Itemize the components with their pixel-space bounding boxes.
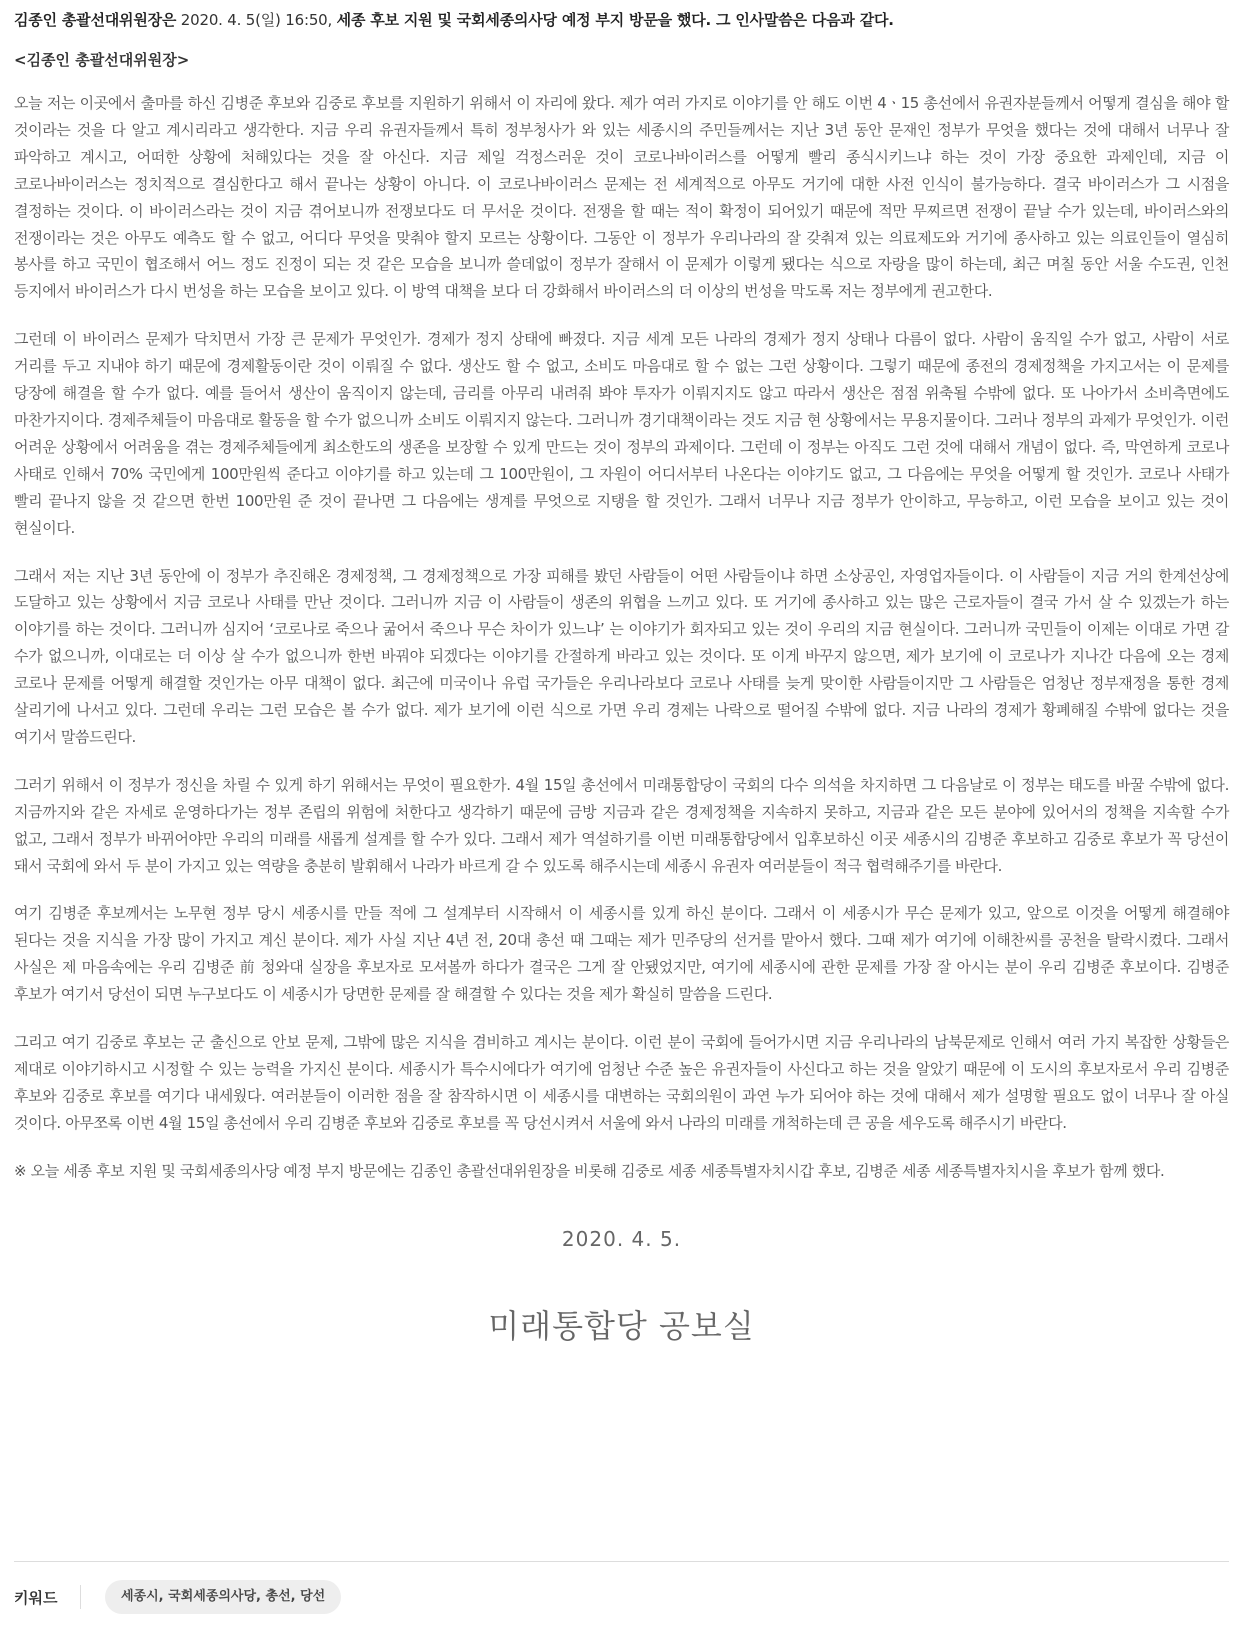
keyword-tag[interactable]: 세종시, 국회세종의사당, 총선, 당선 [105, 1580, 341, 1614]
keyword-title: 키워드 [14, 1588, 58, 1607]
publisher-name: 미래통합당 공보실 [488, 1306, 755, 1345]
keyword-section [14, 1580, 341, 1614]
speech-paragraph-1: 오늘 저는 이곳에서 출마를 하신 김병준 후보와 김중로 후보를 지원하기 위해서 이 자리에 왔다. 제가 여러 가지로 이야기를 안 해도 이번 4ㆍ15 총선에서 유권자분들께서 어떻게 결심을 해야 할 것이라는 것을 다 알고 계시리라고 생각한다. 지금 우리 유권자들께서 특히 정부청사가 와 있는 세종시의 주민들께서는 지난 3년 동안 문재인 정부가 무엇을 했다는 것에 대해서 너무나 잘 파악하고 계시고, 어떠한 상황에 처해있다는 것을 잘 아신다. 지금 제일 걱정스러운 것이 코로나바이러스를 어떻게 빨리 종식시키느냐 하는 것이 가장 중요한 과제인데, 지금 이 코로나바이러스는 정치적으로 결심한다고 해서 끝나는 상황이 아니다. 이 코로나바이러스 문제는 전 세계적으로 아무도 거기에 대한 사전 인식이 불가능하다. 결국 바이러스가 그 시점을 결정하는 것이다. 이 바이러스라는 것이 지금 겪어보니까 전쟁보다도 더 무서운 것이다. 전쟁을 할 때는 적이 확정이 되어있기 때문에 적만 무찌르면 전쟁이 끝날 수가 있는데, 바이러스와의 전쟁이라는 것은 아무도 예측도 할 수 없고, 어디다 무엇을 맞춰야 할지 모르는 상황이다. 그동안 이 정부가 우리나라의 잘 갖춰져 있는 의료제도와 거기에 종사하고 있는 의료인들이 열심히 봉사를 하고 국민이 협조해서 어느 정도 진정이 되는 것 같은 모습을 보니까 쓸데없이 정부가 잘해서 이 문제가 이렇게 됐다는 식으로 자랑을 많이 하는데, 최근 며칠 동안 서울 수도권, 인천 등지에서 바이러스가 다시 번성을 하는 모습을 보이고 있다. 이 방역 대책을 보다 더 강화해서 바이러스의 더 이상의 번성을 막도록 저는 정부에게 권고한다. [14, 94, 1229, 301]
speaker-heading: <김종인 총괄선대위원장> [14, 51, 190, 69]
intro-bold-name: 김종인 총괄선대위원장은 [14, 11, 177, 29]
attendance-note: ※ 오늘 세종 후보 지원 및 국회세종의사당 예정 부지 방문에는 김종인 총괄선대위원장을 비롯해 김중로 세종 세종특별자치시갑 후보, 김병준 세종 세종특별자치시을 후보가 함께 했다. [14, 1161, 1165, 1180]
speech-paragraph-4: 그러기 위해서 이 정부가 정신을 차릴 수 있게 하기 위해서는 무엇이 필요한가. 4월 15일 총선에서 미래통합당이 국회의 다수 의석을 차지하면 그 다음날로 이 정부는 태도를 바꿀 수밖에 없다. 지금까지와 같은 자세로 운영하다가는 정부 존립의 위험에 처한다고 생각하기 때문에 금방 지금과 같은 경제정책을 지속하지 못하고, 지금과 같은 모든 분야에 있어서의 정책을 지속할 수가 없고, 그래서 정부가 바뀌어야만 우리의 미래를 새롭게 설계를 할 수가 있다. 그래서 제가 역설하기를 이번 미래통합당에서 입후보하신 이곳 세종시의 김병준 후보하고 김중로 후보가 꼭 당선이 돼서 국회에 와서 두 분이 가지고 있는 역량을 충분히 발휘해서 나라가 바르게 갈 수 있도록 해주시는데 세종시 유권자 여러분들이 적극 협력해주기를 바란다. [14, 775, 1229, 875]
speech-paragraph-3: 그래서 저는 지난 3년 동안에 이 정부가 추진해온 경제정책, 그 경제정책으로 가장 피해를 봤던 사람들이 어떤 사람들이냐 하면 소상공인, 자영업자들이다. 이 사람들이 지금 거의 한계선상에 도달하고 있는 상황에서 지금 코로나 사태를 만난 것이다. 그러니까 지금 이 사람들이 생존의 위협을 느끼고 있다. 또 거기에 종사하고 있는 많은 근로자들이 결국 가서 살 수 있겠는가 하는 이야기를 하는 것이다. 그러니까 심지어 ‘코로나로 죽으나 굶어서 죽으나 무슨 차이가 있느냐’ 는 이야기가 회자되고 있는 것이 우리의 지금 현실이다. 그러니까 국민들이 이제는 이대로 가면 갈 수가 없으니까, 이대로는 더 이상 살 수가 없으니까 한번 바꿔야 되겠다는 이야기를 간절하게 바라고 있는 것이다. 또 이게 바꾸지 않으면, 제가 보기에 이 코로나가 지나간 다음에 오는 경제 코로나 문제를 어떻게 해결할 것인가는 아무 대책이 없다. 최근에 미국이나 유럽 국가들은 우리나라보다 코로나 사태를 늦게 맞이한 사람들이지만 그 사람들은 엄청난 정부재정을 통한 경제 살리기에 나서고 있다. 그런데 우리는 그런 모습은 볼 수가 없다. 제가 보기에 이런 식으로 가면 우리 경제는 나락으로 떨어질 수밖에 없다. 지금 나라의 경제가 황폐해질 수밖에 없다는 것을 여기서 말씀드린다. [14, 566, 1229, 746]
intro-date-time: 2020. 4. 5(일) 16:50, [176, 11, 337, 29]
speech-paragraph-5: 여기 김병준 후보께서는 노무현 정부 당시 세종시를 만들 적에 그 설계부터 시작해서 이 세종시를 있게 하신 분이다. 그래서 이 세종시가 무슨 문제가 있고, 앞으로 이것을 어떻게 해결해야 된다는 것을 지식을 가장 많이 가지고 계신 분이다. 제가 사실 지난 4년 전, 20대 총선 때 그때는 제가 민주당의 선거를 맡아서 했다. 그때 제가 여기에 이해찬씨를 공천을 탈락시켰다. 그래서 사실은 제 마음속에는 우리 김병준 前 청와대 실장을 후보자로 모셔볼까 하다가 결국은 그게 잘 안됐었지만, 여기에 세종시에 관한 문제를 가장 잘 아시는 분이 우리 김병준 후보이다. 김병준 후보가 여기서 당선이 되면 누구보다도 이 세종시가 당면한 문제를 잘 해결할 수 있다는 것을 제가 확실히 말씀을 드린다. [14, 904, 1229, 1004]
release-date: 2020. 4. 5. [561, 1226, 682, 1251]
keyword-separator [80, 1585, 81, 1609]
intro-line [14, 6, 1229, 34]
speech-paragraph-2: 그런데 이 바이러스 문제가 닥치면서 가장 큰 문제가 무엇인가. 경제가 정지 상태에 빠졌다. 지금 세계 모든 나라의 경제가 정지 상태나 다름이 없다. 사람이 움직일 수가 없고, 사람이 서로 거리를 두고 지내야 하기 때문에 경제활동이란 것이 이뤄질 수 없다. 생산도 할 수 없고, 소비도 마음대로 할 수 없는 그런 상황이다. 그렇기 때문에 종전의 경제정책을 가지고서는 이 문제를 당장에 해결을 할 수가 없다. 예를 들어서 생산이 움직이지 않는데, 금리를 아무리 내려줘 봐야 투자가 이뤄지지도 않고 따라서 생산은 점점 위축될 수밖에 없다. 또 나아가서 소비측면에도 마찬가지이다. 경제주체들이 마음대로 활동을 할 수가 없으니까 소비도 이뤄지지 않는다. 그러니까 경기대책이라는 것도 지금 현 상황에서는 무용지물이다. 그러나 정부의 과제가 무엇인가. 이런 어려운 상황에서 어려움을 겪는 경제주체들에게 최소한도의 생존을 보장할 수 있게 만드는 것이 정부의 과제이다. 그런데 이 정부는 아직도 그런 것에 대해서 개념이 없다. 즉, 막연하게 코로나 사태로 인해서 70% 국민에게 100만원씩 준다고 이야기를 하고 있는데 그 100만원이, 그 자원이 어디서부터 나온다는 이야기도 없고, 그 다음에는 무엇을 어떻게 할 것인가. 코로나 사태가 빨리 끝나지 않을 것 같으면 한번 100만원 준 것이 끝나면 그 다음에는 생계를 무엇으로 지탱을 할 것인가. 그래서 너무나 지금 정부가 안이하고, 무능하고, 이런 모습을 보이고 있는 것이 현실이다. [14, 330, 1229, 537]
intro-bold-event: 세종 후보 지원 및 국회세종의사당 예정 부지 방문을 했다. 그 인사말씀은 다음과 같다. [336, 11, 894, 29]
speech-paragraph-6: 그리고 여기 김중로 후보는 군 출신으로 안보 문제, 그밖에 많은 지식을 겸비하고 계시는 분이다. 이런 분이 국회에 들어가시면 지금 우리나라의 남북문제로 인해서 여러 가지 복잡한 상황들은 제대로 이야기하시고 시정할 수 있는 능력을 가지신 분이다. 세종시가 특수시에다가 여기에 엄청난 수준 높은 유권자들이 사신다고 하는 것을 알았기 때문에 이 도시의 후보자로서 우리 김병준 후보와 김중로 후보를 여기다 내세웠다. 여러분들이 이러한 점을 잘 참작하시면 이 세종시를 대변하는 국회의원이 과연 누가 되어야 하는 것에 대해서 제가 설명할 필요도 없이 너무나 잘 아실 것이다. 아무쪼록 이번 4월 15일 총선에서 우리 김병준 후보와 김중로 후보를 꼭 당선시켜서 서울에 와서 나라의 미래를 개척하는데 큰 공을 세우도록 해주시기 바란다. [14, 1033, 1229, 1132]
footer-divider [14, 1561, 1229, 1562]
